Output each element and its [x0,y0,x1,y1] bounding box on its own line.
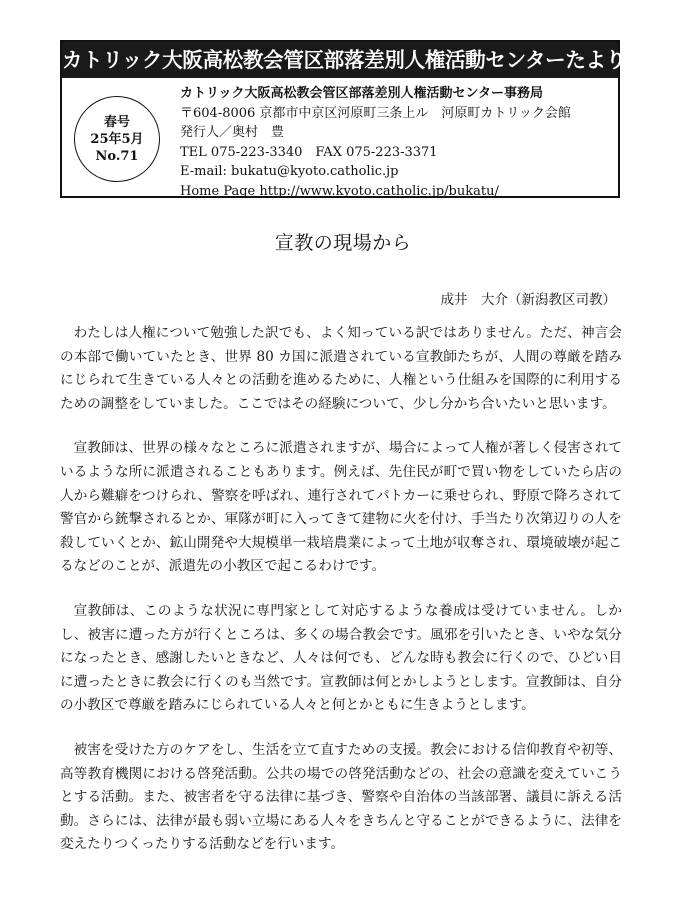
paragraph: 宣教師は、世界の様々なところに派遣されますが、場合によって人権が著しく侵害されているような所に派遣されることもあります。例えば、先住民が町で買い物をしていたら店の人から難癖をつけられ、警察を呼ばれ、連行されてパトカーに乗せられ、野原で降ろされて警官から銃撃されるとか、軍隊が町に入ってきて建物に火を付け、手当たり次第辺りの人を殺していくとか、鉱山開発や大規模単一栽培農業によって土地が収奪され、環境破壊が起こるなどのことが、派遣先の小教区で起こるわけです。 [60,440,622,575]
publisher: 発行人／奥村 豊 [180,125,285,140]
newsletter-title: カトリック大阪高松教会管区部落差別人権活動センターたより [62,42,618,78]
article-body [60,322,622,878]
phone-fax: TEL 075-223-3340 FAX 075-223-3371 [180,144,438,160]
issue-date: 25年5月 [90,131,144,147]
article-title: 宣教の現場から [274,232,412,254]
organization-name: カトリック大阪高松教会管区部落差別人権活動センター事務局 [180,86,543,101]
homepage: Home Page http://www.kyoto.catholic.jp/bukatu/ [180,183,499,199]
email: E-mail: bukatu@kyoto.catholic.jp [180,164,399,179]
paragraph: 宣教師は、このような状況に専門家として対応するような養成は受けていません。しかし、被害に遭った方が行くところは、多くの場合教会です。風邪を引いたとき、いやな気分になったとき、感謝したいときなど、人々は何でも、どんな時も教会に行くので、ひどい目に遭ったときに教会に行くのも当然です。宣教師は何とかしようとします。宣教師は、自分の小教区で尊厳を踏みにじられている人々と何とかともに生きようとします。 [60,602,622,714]
publisher-info [180,84,612,201]
address: 〒604-8006 京都市中京区河原町三条上ル 河原町カトリック会館 [180,105,571,121]
issue-number: No.71 [95,148,139,164]
article-author: 成井 大介（新潟教区司教） [440,292,616,308]
issue-season: 春号 [103,114,130,130]
issue-badge [74,96,160,182]
newsletter-masthead [60,40,626,199]
paragraph: わたしは人権について勉強した訳でも、よく知っている訳ではありません。ただ、神言会の本部で働いていたとき、世界 80 カ国に派遣されている宣教師たちが、人間の尊厳を踏みにじられて生きている人々との活動を進めるために、人権という仕組みを国際的に利用するための調整をしていました。ここではその経験について、少し分かち合いたいと思います。 [60,325,622,412]
paragraph: 被害を受けた方のケアをし、生活を立て直すための支援。教会における信仰教育や初等、高等教育機関における啓発活動。公共の場での啓発活動などの、社会の意識を変えていこうとする活動。また、被害者を守る法律に基づき、警察や自治体の当該部署、議員に訴える活動。さらには、法律が最も弱い立場にある人々をきちんと守ることができるように、法律を変えたりつくったりする活動などを行います。 [60,741,622,853]
